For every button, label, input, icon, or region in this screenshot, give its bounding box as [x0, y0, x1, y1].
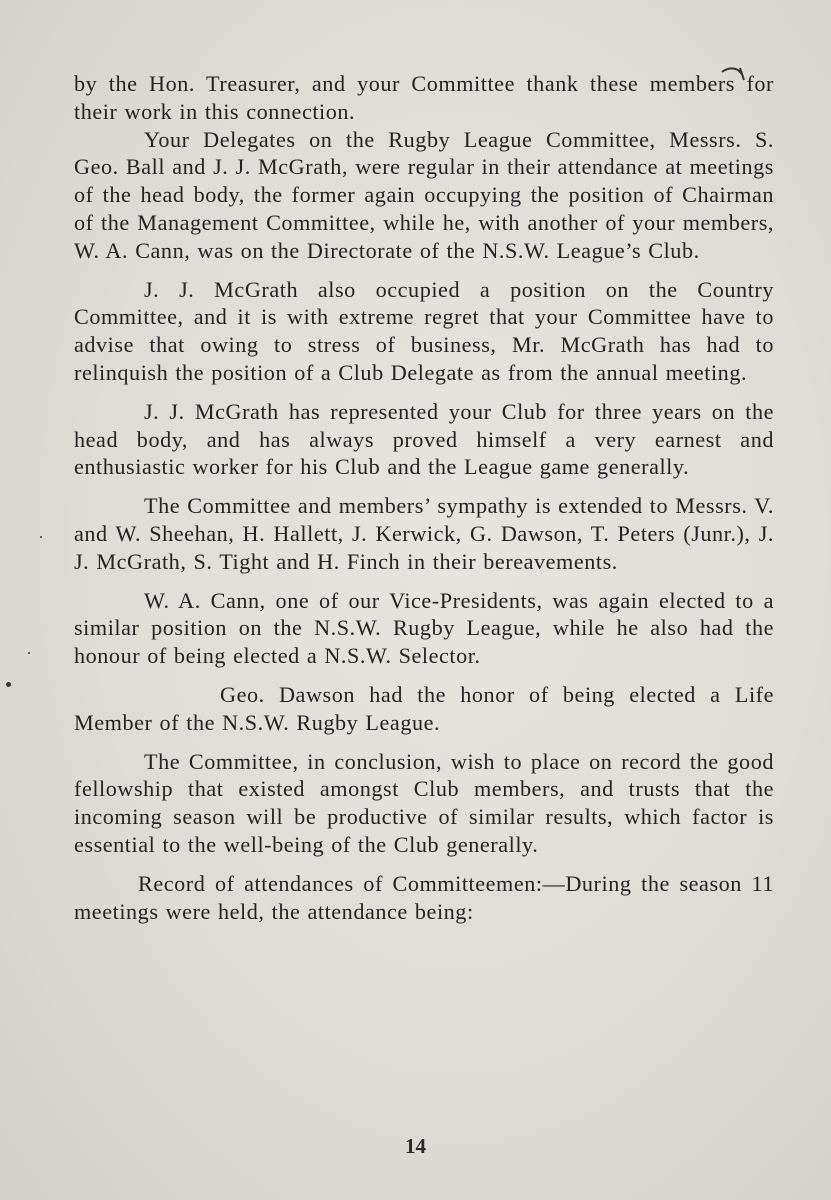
paragraph-attendances: Record of attendances of Committeemen:—During the season 11 meetings were held, the attendance being:	[74, 870, 774, 924]
speck	[28, 652, 30, 654]
body-text	[74, 70, 774, 925]
paragraph-delegates: Your Delegates on the Rugby League Committee, Messrs. S. Geo. Ball and J. J. McGrath, were regular in their attendance at meetings of the head body, the former again occupying the position of Chairman of the Management Committee, while he, with another of your members, W. A. Cann, was on the Directorate of the N.S.W. League’s Club.	[74, 126, 774, 263]
paragraph-dawson-life-member: Geo. Dawson had the honor of being elected a Life Member of the N.S.W. Rugby League.	[74, 681, 774, 735]
paragraph-treasurer: by the Hon. Treasurer, and your Committee thank these members for their work in this connection.	[74, 71, 774, 124]
paragraph-mcgrath-service: J. J. McGrath has represented your Club for three years on the head body, and has always proved himself a very earnest and enthusiastic worker for his Club and the League game generally.	[74, 398, 774, 480]
speck	[6, 682, 11, 687]
paragraph-cann-election: W. A. Cann, one of our Vice-Presidents, was again elected to a similar position on the N.S.W. Rugby League, while he also had the honour of being elected a N.S.W. Selector.	[74, 587, 774, 669]
speck	[40, 536, 42, 538]
paragraph-country-committee: J. J. McGrath also occupied a position on the Country Committee, and it is with extreme regret that your Committee have to advise that owing to stress of business, Mr. McGrath has had to relinquish the position of a Club Delegate as from the annual meeting.	[74, 276, 774, 385]
paragraph-conclusion: The Committee, in conclusion, wish to place on record the good fellowship that existed amongst Club members, and trusts that the incoming season will be productive of similar results, which factor is essential to the well-being of the Club generally.	[74, 748, 774, 857]
page-number: 14	[405, 1134, 426, 1158]
paragraph-sympathy: The Committee and members’ sympathy is extended to Messrs. V. and W. Sheehan, H. Hallett, J. Kerwick, G. Dawson, T. Peters (Junr.), J. J. McGrath, S. Tight and H. Finch in their bereavements.	[74, 493, 774, 574]
